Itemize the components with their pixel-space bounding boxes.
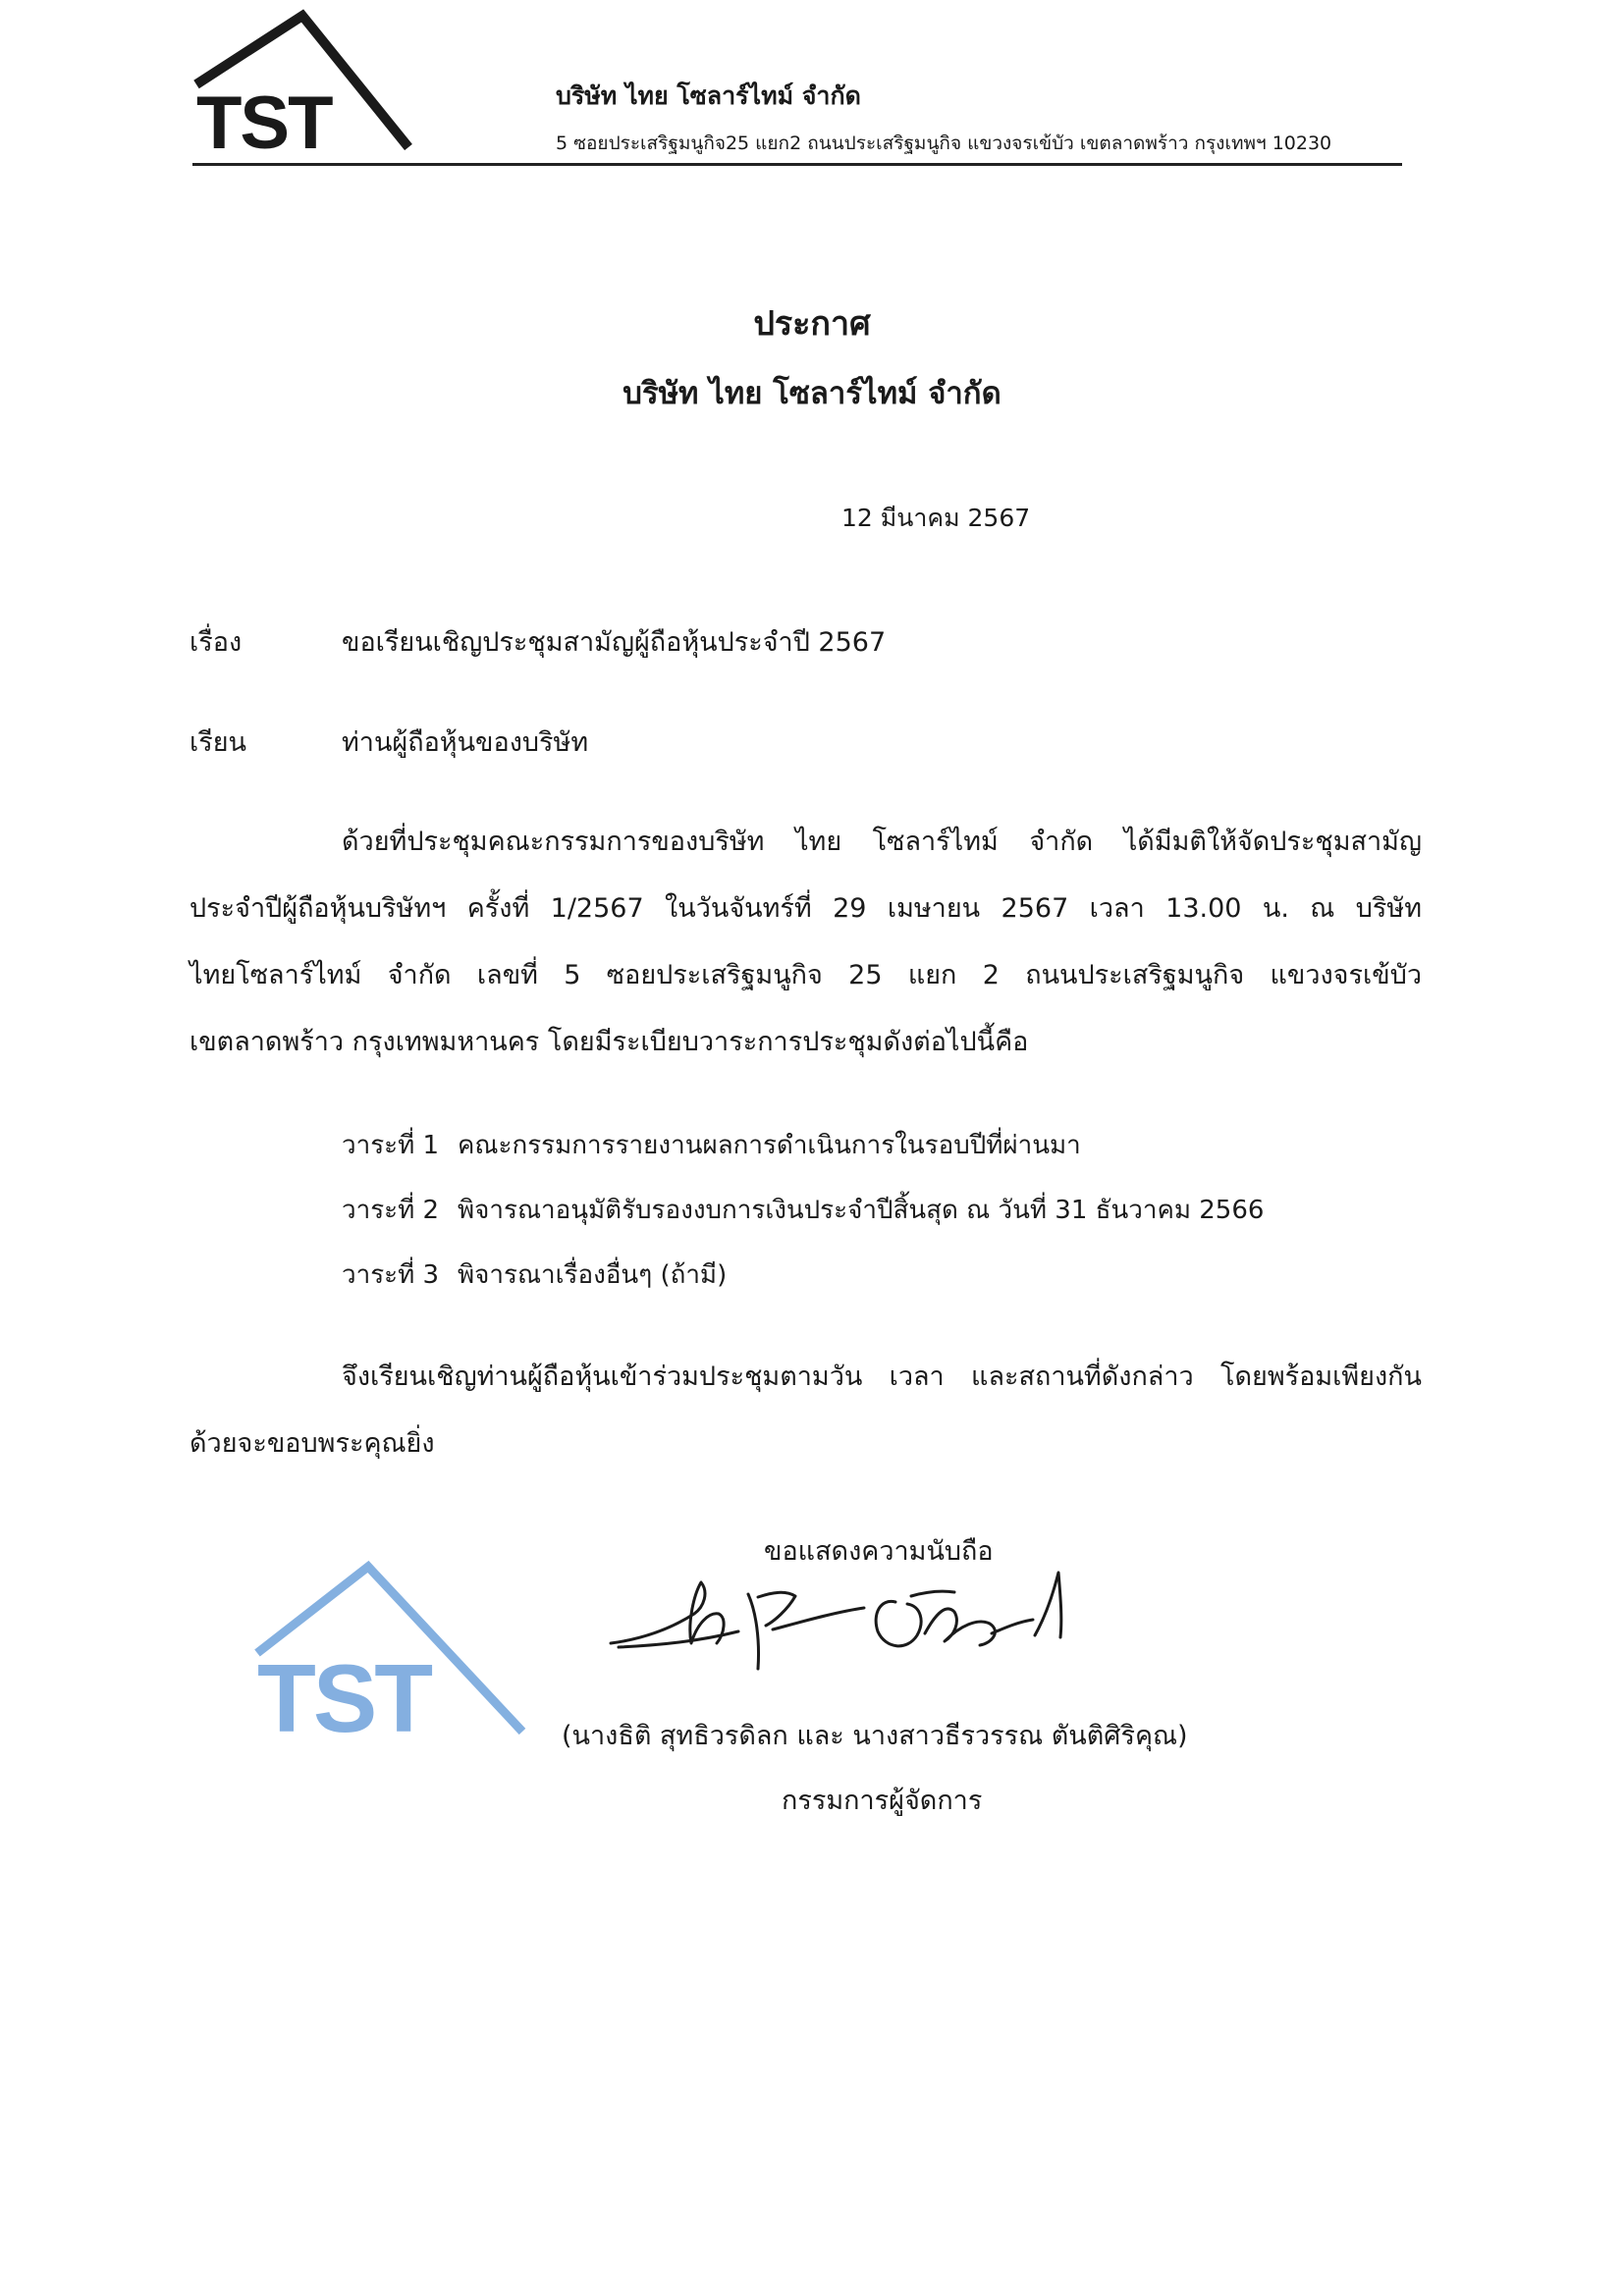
handwritten-signature xyxy=(601,1553,1111,1681)
company-address: 5 ซอยประเสริฐมนูกิจ25 แยก2 ถนนประเสริฐมนูกิจ แขวงจรเข้บัว เขตลาดพร้าว กรุงเทพฯ 10230 xyxy=(556,133,1332,154)
subject-label: เรื่อง xyxy=(189,627,243,658)
agenda-item xyxy=(342,1178,1264,1243)
house-roof-logo-icon xyxy=(187,8,417,155)
agenda-number: วาระที่ 1 xyxy=(342,1131,440,1160)
signer-names: (นางธิติ สุทธิวรดิลก และ นางสาวธีรวรรณ ตันติศิริคุณ) xyxy=(562,1721,1188,1751)
paragraph-line: เขตลาดพร้าว กรุงเทพมหานคร โดยมีระเบียบวาระการประชุมดังต่อไปนี้คือ xyxy=(189,1027,1029,1057)
paragraph-line: ด้วยที่ประชุมคณะกรรมการของบริษัท ไทย โซลาร์ไทม์ จำกัด ได้มีมติให้จัดประชุมสามัญ xyxy=(342,827,1422,857)
header-company-name: บริษัท ไทย โซลาร์ไทม์ จำกัด xyxy=(556,81,861,110)
signer-title: กรรมการผู้จัดการ xyxy=(782,1786,983,1816)
agenda-number: วาระที่ 2 xyxy=(342,1196,440,1225)
notice-date: 12 มีนาคม 2567 xyxy=(841,504,1031,532)
paragraph-line: ประจำปีผู้ถือหุ้นบริษัทฯ ครั้งที่ 1/2567 ในวันจันทร์ที่ 29 เมษายน 2567 เวลา 13.00 น. ณ บริษัท xyxy=(189,893,1422,924)
logo-text: TST xyxy=(196,81,332,155)
notice-title: ประกาศ xyxy=(753,304,871,344)
agenda-text: พิจารณาอนุมัติรับรองงบการเงินประจำปีสิ้นสุด ณ วันที่ 31 ธันวาคม 2566 xyxy=(458,1196,1265,1225)
subject-value: ขอเรียนเชิญประชุมสามัญผู้ถือหุ้นประจำปี 2567 xyxy=(342,627,887,658)
recipient-value: ท่านผู้ถือหุ้นของบริษัท xyxy=(342,727,589,758)
agenda-item xyxy=(342,1113,1264,1178)
paragraph-line: จึงเรียนเชิญท่านผู้ถือหุ้นเข้าร่วมประชุมตามวัน เวลา และสถานที่ดังกล่าว โดยพร้อมเพียงกัน xyxy=(342,1362,1422,1392)
closing-paragraph xyxy=(189,1344,1422,1477)
notice-company-name: บริษัท ไทย โซลาร์ไทม์ จำกัด xyxy=(623,376,1001,411)
recipient-label: เรียน xyxy=(189,727,247,758)
agenda-text: คณะกรรมการรายงานผลการดำเนินการในรอบปีที่ผ่านมา xyxy=(458,1131,1081,1160)
stamp-text: TST xyxy=(257,1644,431,1743)
house-roof-stamp-icon xyxy=(245,1557,530,1743)
paragraph-line: ไทยโซลาร์ไทม์ จำกัด เลขที่ 5 ซอยประเสริฐมนูกิจ 25 แยก 2 ถนนประเสริฐมนูกิจ แขวงจรเข้บัว xyxy=(189,960,1422,990)
agenda-text: พิจารณาเรื่องอื่นๆ (ถ้ามี) xyxy=(458,1260,728,1290)
header-divider xyxy=(192,163,1402,166)
invitation-paragraph xyxy=(189,809,1422,1076)
agenda-list xyxy=(342,1113,1264,1308)
agenda-item xyxy=(342,1243,1264,1308)
agenda-number: วาระที่ 3 xyxy=(342,1260,440,1290)
closing-salutation: ขอแสดงความนับถือ xyxy=(764,1536,994,1567)
paragraph-line: ด้วยจะขอบพระคุณยิ่ง xyxy=(189,1428,435,1459)
